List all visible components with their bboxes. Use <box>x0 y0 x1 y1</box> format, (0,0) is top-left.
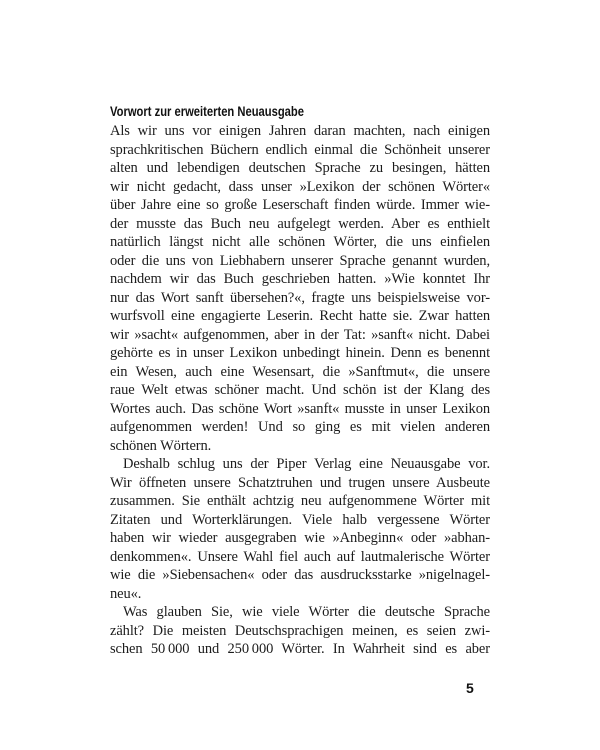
page-number: 5 <box>466 680 474 696</box>
text-line: schönen Wörtern. <box>110 437 212 454</box>
paragraph-2 <box>110 455 490 603</box>
text-line: über Jahre eine so große Leserschaft finden würde. Immer wie- <box>110 197 490 213</box>
text-line: wurfsvoll eine engagierte Leserin. Recht hatte sie. Zwar hatten <box>110 308 490 324</box>
text-line: oder die uns von Liebhabern unserer Sprache genannt wurden, <box>110 252 490 269</box>
text-line: natürlich längst nicht alle schönen Wörter, die uns einfielen <box>110 234 490 250</box>
text-line: denkommen«. Unsere Wahl fiel auch auf lautmalerische Wörter <box>110 548 490 565</box>
text-line: wir »sacht« aufgenommen, aber in der Tat: »sanft« nicht. Dabei <box>110 326 490 343</box>
text-line: zusammen. Sie enthält achtzig neu aufgenommene Wörter mit <box>110 493 490 509</box>
text-line: sprachkritischen Büchern endlich einmal die Schönheit unserer <box>110 141 490 158</box>
text-line: schen 50 000 und 250 000 Wörter. In Wahrheit sind es aber <box>110 641 490 657</box>
paragraph-1 <box>110 122 490 455</box>
paragraph-3 <box>110 603 490 659</box>
text-line: raue Welt etwas schöner macht. Und schön ist der Klang des <box>110 382 490 398</box>
text-line: Wortes auch. Das schöne Wort »sanft« musste in unser Lexikon <box>110 400 490 417</box>
text-line: Zitaten und Worterklärungen. Viele halb vergessene Wörter <box>110 511 490 528</box>
text-line: Deshalb schlug uns der Piper Verlag eine Neuausgabe vor. <box>123 456 490 472</box>
text-line: der musste das Buch neu aufgelegt werden. Aber es enthielt <box>110 215 490 232</box>
text-line: gehörte es in unser Lexikon unbedingt hinein. Denn es benennt <box>110 345 490 361</box>
text-line: Als wir uns vor einigen Jahren daran machten, nach einigen <box>110 123 490 139</box>
text-line: ein Wesen, auch eine Wesensart, die »Sanftmut«, die unsere <box>110 363 490 380</box>
text-line: wie die »Siebensachen« oder das ausdrucksstarke »nigelnagel- <box>110 567 490 583</box>
section-heading: Vorwort zur erweiterten Neuausgabe <box>110 103 304 119</box>
text-line: neu«. <box>110 585 142 602</box>
text-line: alten und lebendigen deutschen Sprache zu besingen, hätten <box>110 160 490 176</box>
text-block <box>110 101 490 659</box>
text-line: nachdem wir das Buch geschrieben hatten. »Wie konntet Ihr <box>110 271 490 287</box>
text-line: wir nicht gedacht, dass unser »Lexikon der schönen Wörter« <box>110 178 490 195</box>
text-line: haben wir wieder ausgegraben wie »Anbeginn« oder »abhan- <box>110 530 490 546</box>
text-line: Was glauben Sie, wie viele Wörter die deutsche Sprache <box>123 604 490 620</box>
text-line: zählt? Die meisten Deutschsprachigen meinen, es seien zwi- <box>110 622 490 639</box>
text-line: nur das Wort sanft übersehen?«, fragte uns beispielsweise vor- <box>110 289 490 306</box>
text-line: aufgenommen werden! Und so ging es mit vielen anderen <box>110 419 490 435</box>
text-line: Wir öffneten unsere Schatztruhen und trugen unsere Ausbeute <box>110 474 490 491</box>
